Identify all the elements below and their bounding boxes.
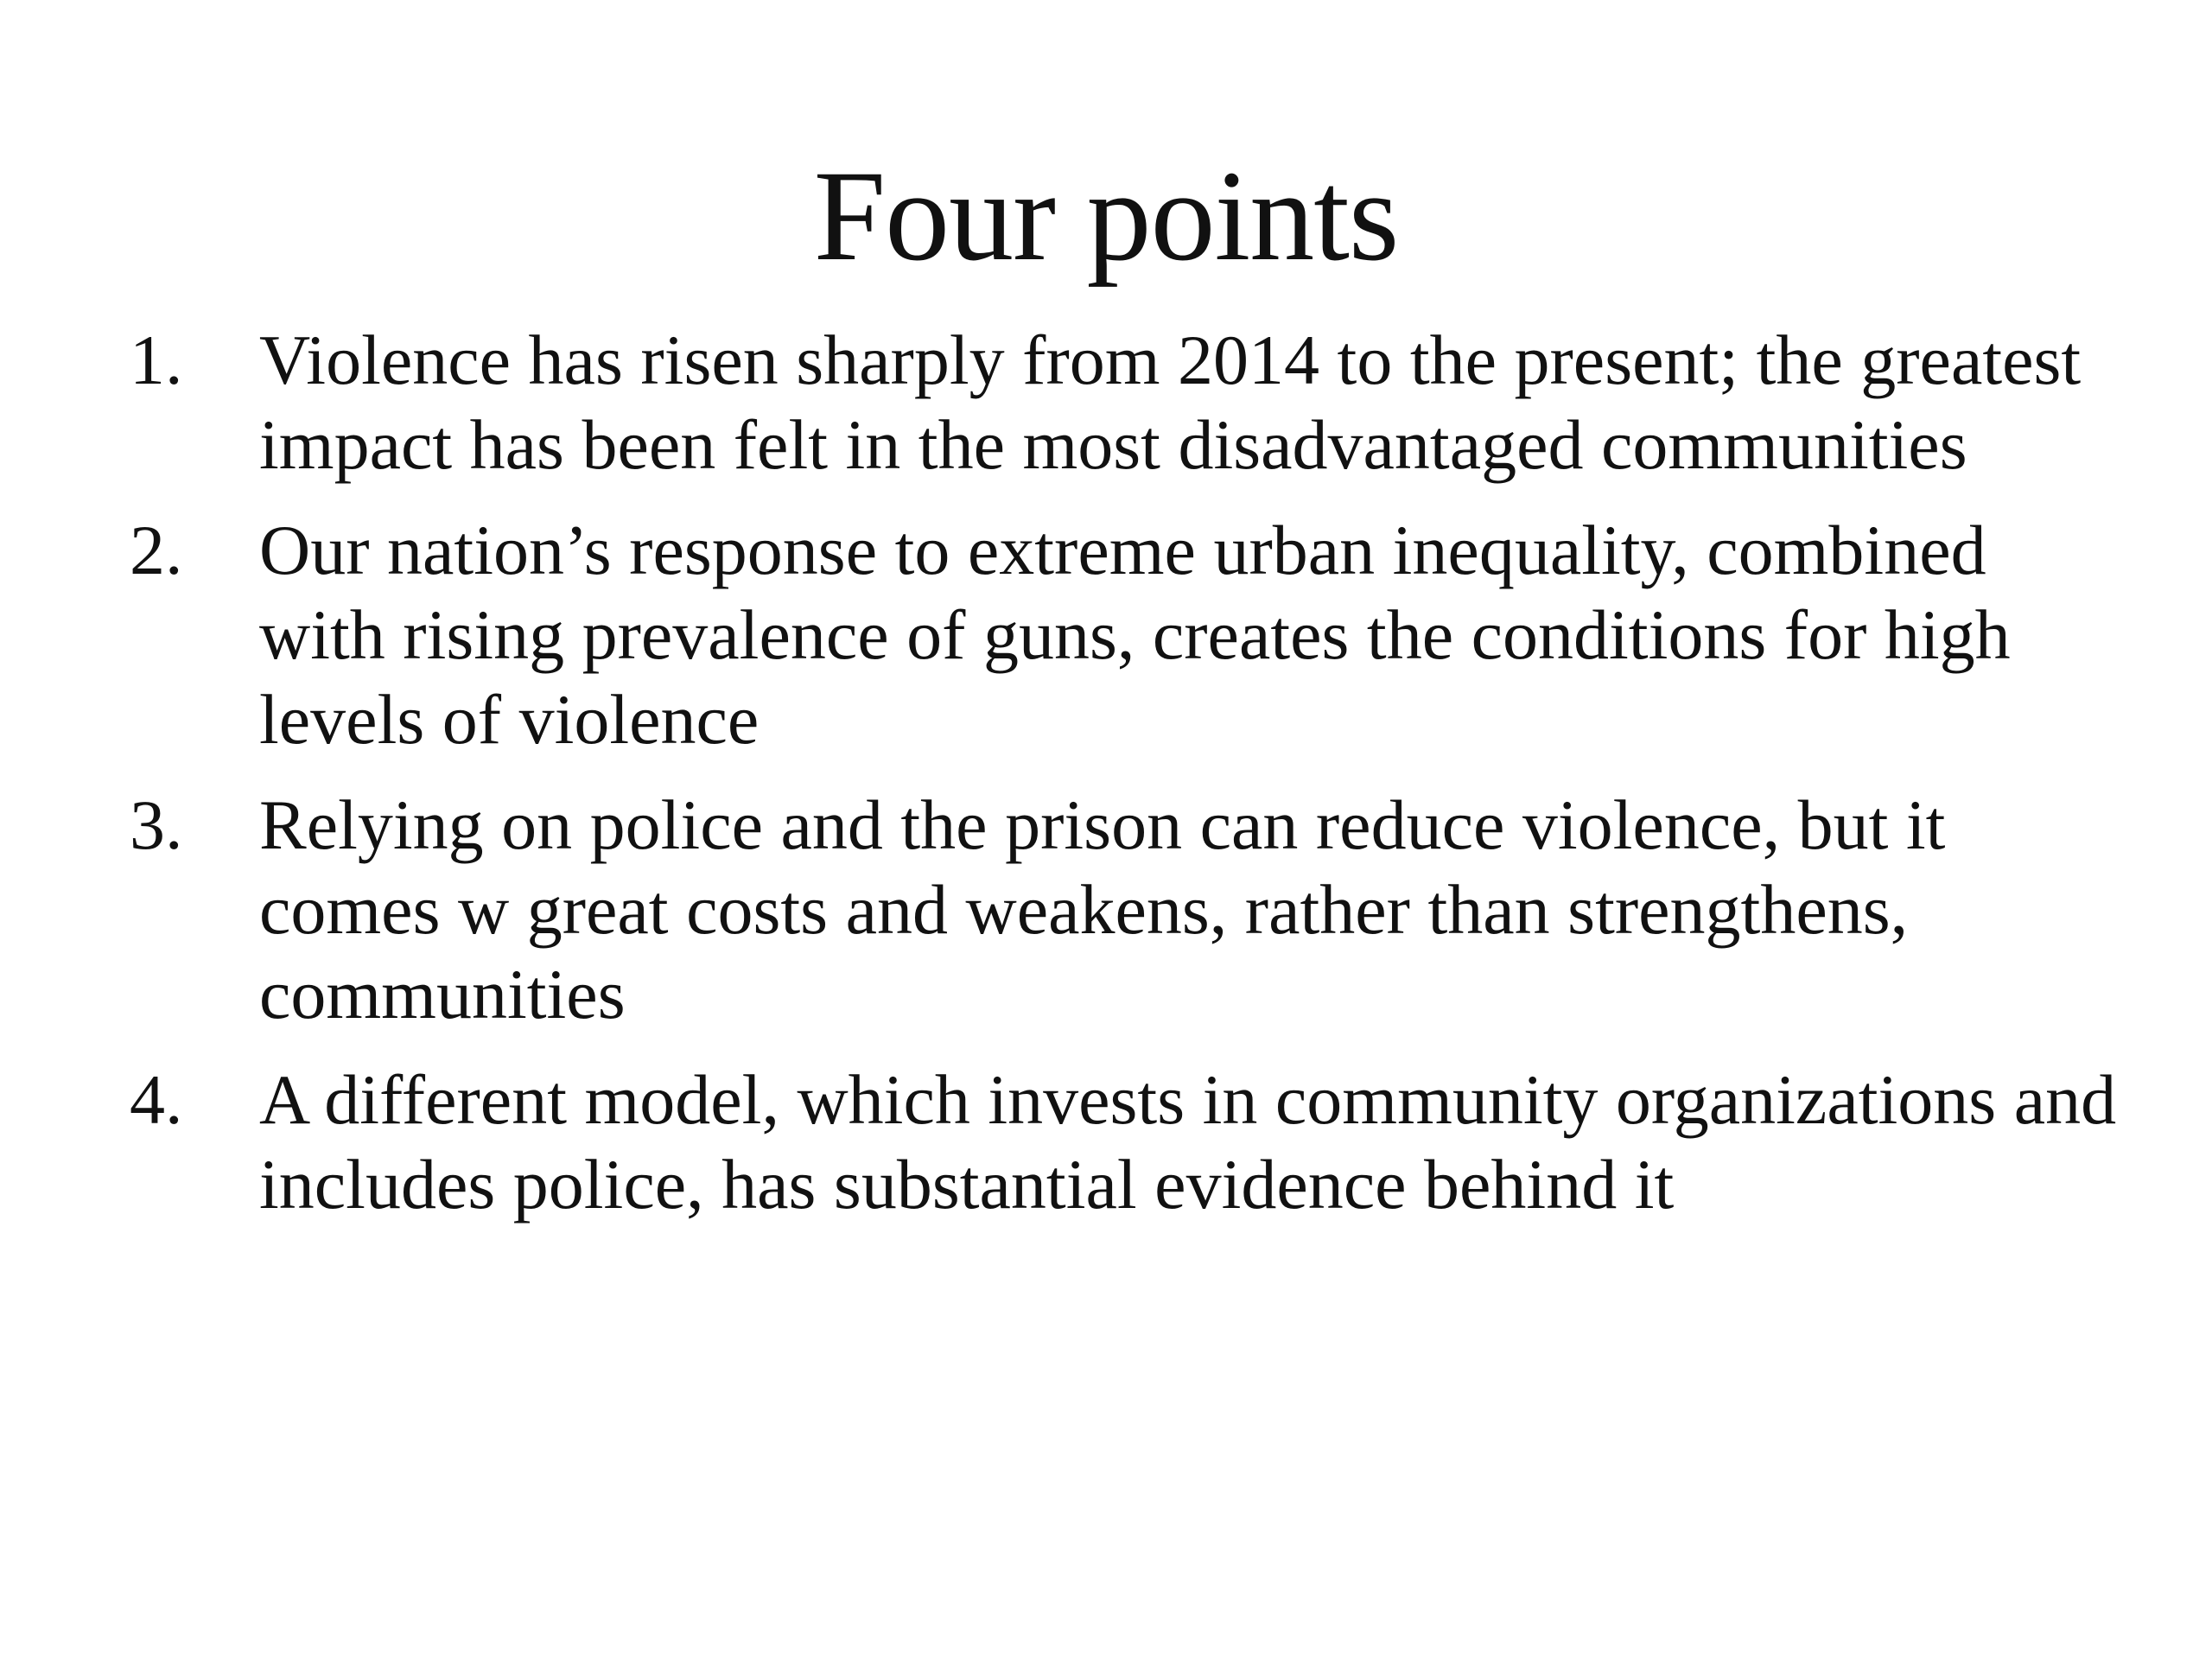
point-item-1 (130, 318, 2117, 487)
point-number: 1. (130, 321, 183, 399)
slide-title: Four points (813, 144, 1399, 288)
point-number: 3. (130, 785, 183, 864)
points-list (130, 318, 2117, 1248)
point-number: 4. (130, 1060, 183, 1139)
point-item-4 (130, 1058, 2117, 1227)
point-text: A different model, which invests in community organizations and includes police, has substantial evidence behind it (259, 1060, 2117, 1224)
point-number: 2. (130, 511, 183, 589)
point-text: Our nation’s response to extreme urban inequality, combined with rising prevalence of guns, creates the conditions for high levels of violence (259, 511, 2011, 759)
point-text: Relying on police and the prison can reduce violence, but it comes w great costs and weakens, rather than strengthens, communities (259, 785, 1946, 1033)
point-text: Violence has risen sharply from 2014 to the present; the greatest impact has been felt in the most disadvantaged communities (259, 321, 2082, 484)
point-item-3 (130, 783, 2117, 1037)
point-item-2 (130, 508, 2117, 762)
